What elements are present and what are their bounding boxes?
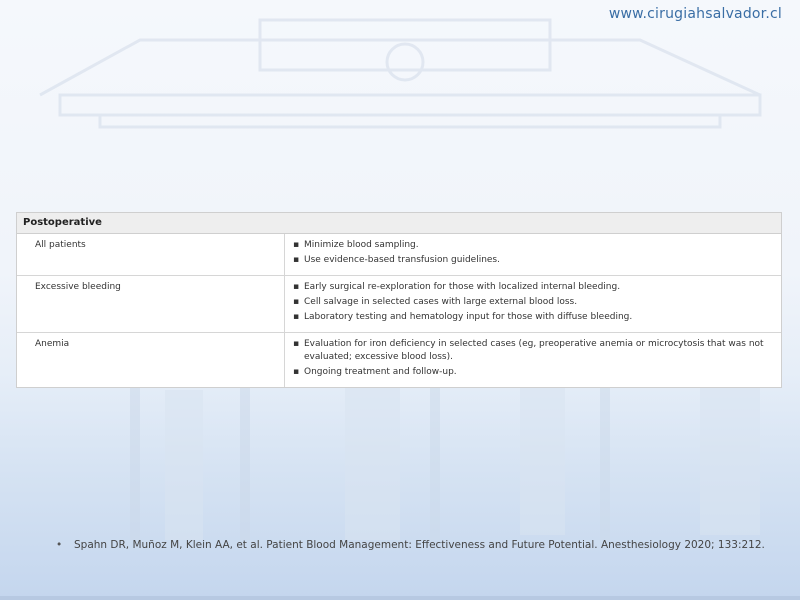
row-label: Excessive bleeding: [17, 276, 285, 332]
list-item: ▪ Evaluation for iron deficiency in selected cases (eg, preoperative anemia or microcytosis that was not evaluated; excessive blood loss).: [293, 338, 771, 364]
reference-citation: [56, 539, 776, 551]
bullet-icon: •: [56, 539, 63, 551]
row-label: Anemia: [17, 333, 285, 387]
list-item: ▪ Cell salvage in selected cases with large external blood loss.: [293, 296, 771, 309]
list-item: ▪ Minimize blood sampling.: [293, 239, 771, 252]
list-item: ▪ Use evidence-based transfusion guidelines.: [293, 254, 771, 267]
table-row: [17, 276, 781, 333]
list-item: ▪ Early surgical re-exploration for those with localized internal bleeding.: [293, 281, 771, 294]
postoperative-table: [16, 212, 782, 388]
bullet-list: [293, 338, 771, 379]
list-item: ▪ Ongoing treatment and follow-up.: [293, 366, 771, 379]
bottom-border: [0, 596, 800, 600]
row-content: [285, 333, 781, 387]
site-url-watermark: www.cirugiahsalvador.cl: [608, 6, 782, 22]
list-item: ▪ Laboratory testing and hematology input for those with diffuse bleeding.: [293, 311, 771, 324]
table-header: Postoperative: [17, 213, 781, 234]
reference-text: Spahn DR, Muñoz M, Klein AA, et al. Patient Blood Management: Effectiveness and Future Potential. Anesthesiology 2020; 133:212.: [74, 539, 765, 551]
row-content: [285, 234, 781, 275]
bullet-list: [293, 239, 771, 267]
bullet-list: [293, 281, 771, 324]
table-row: [17, 234, 781, 276]
row-label: All patients: [17, 234, 285, 275]
table-row: [17, 333, 781, 387]
row-content: [285, 276, 781, 332]
